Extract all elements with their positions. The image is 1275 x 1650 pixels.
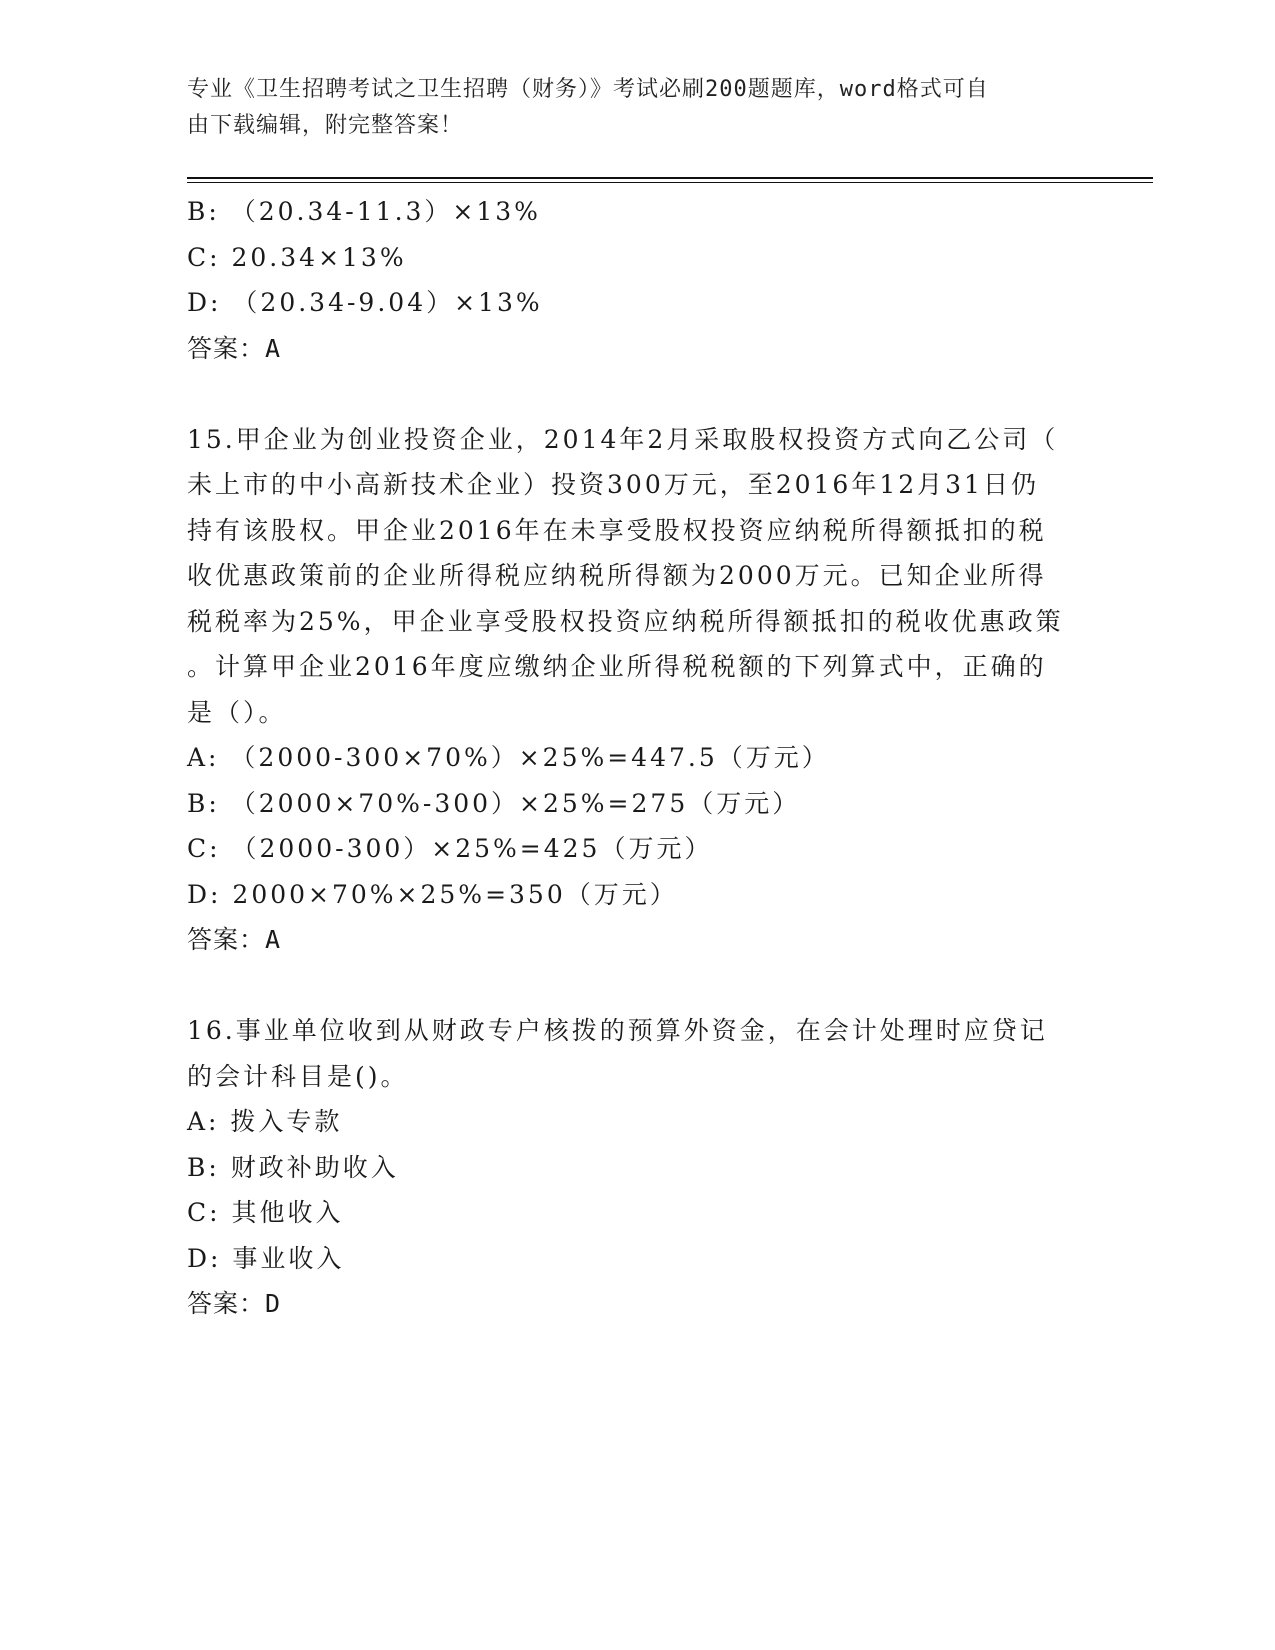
option-b: B: （2000×70%-300）×25%=275（万元）: [187, 788, 801, 818]
question-text-line: 是（）。: [187, 697, 287, 727]
option-a: A: （2000-300×70%）×25%=447.5（万元）: [187, 743, 830, 772]
question-text-line: 的会计科目是()。: [187, 1061, 409, 1091]
option-a: A: 拨入专款: [187, 1107, 343, 1136]
question-16: [187, 1008, 1087, 1327]
option-c: C: （2000-300）×25%=425（万元）: [187, 834, 713, 863]
question-text-line: 持有该股权。甲企业2016年在未享受股权投资应纳税所得额抵扣的税: [187, 515, 1047, 545]
question-text-line: 16.事业单位收到从财政专户核拨的预算外资金，在会计处理时应贷记: [187, 1016, 1048, 1045]
header-divider: [187, 177, 1153, 183]
option-d: D: 事业收入: [187, 1243, 345, 1273]
answer: 答案：A: [187, 925, 282, 954]
question-gap: [187, 371, 1087, 417]
question-text-line: 。计算甲企业2016年度应缴纳企业所得税税额的下列算式中，正确的: [187, 652, 1047, 681]
question-text-line: 未上市的中小高新技术企业）投资300万元，至2016年12月31日仍: [187, 470, 1039, 499]
previous-question: [187, 189, 1087, 371]
question-text-line: 税税率为25%，甲企业享受股权投资应纳税所得额抵扣的税收优惠政策: [187, 606, 1064, 636]
document-body: [187, 189, 1087, 1327]
option-c: C: 其他收入: [187, 1198, 344, 1227]
page-header: [187, 72, 1087, 144]
answer: 答案：D: [187, 1289, 282, 1318]
option-b: B: 财政补助收入: [187, 1152, 399, 1182]
question-gap: [187, 963, 1087, 1009]
option-d: D: （20.34-9.04）×13%: [187, 288, 543, 317]
option-d: D: 2000×70%×25%=350（万元）: [187, 879, 678, 909]
question-text-line: 收优惠政策前的企业所得税应纳税所得额为2000万元。已知企业所得: [187, 561, 1047, 590]
option-b: B: （20.34-11.3）×13%: [187, 197, 541, 226]
header-line-1: 专业《卫生招聘考试之卫生招聘（财务）》考试必刷200题题库，word格式可自: [187, 77, 989, 102]
question-text-line: 15.甲企业为创业投资企业，2014年2月采取股权投资方式向乙公司（: [187, 424, 1059, 454]
answer: 答案：A: [187, 333, 282, 363]
question-15: [187, 417, 1087, 963]
option-c: C: 20.34×13%: [187, 242, 407, 272]
header-line-2: 由下载编辑，附完整答案！: [187, 113, 464, 138]
